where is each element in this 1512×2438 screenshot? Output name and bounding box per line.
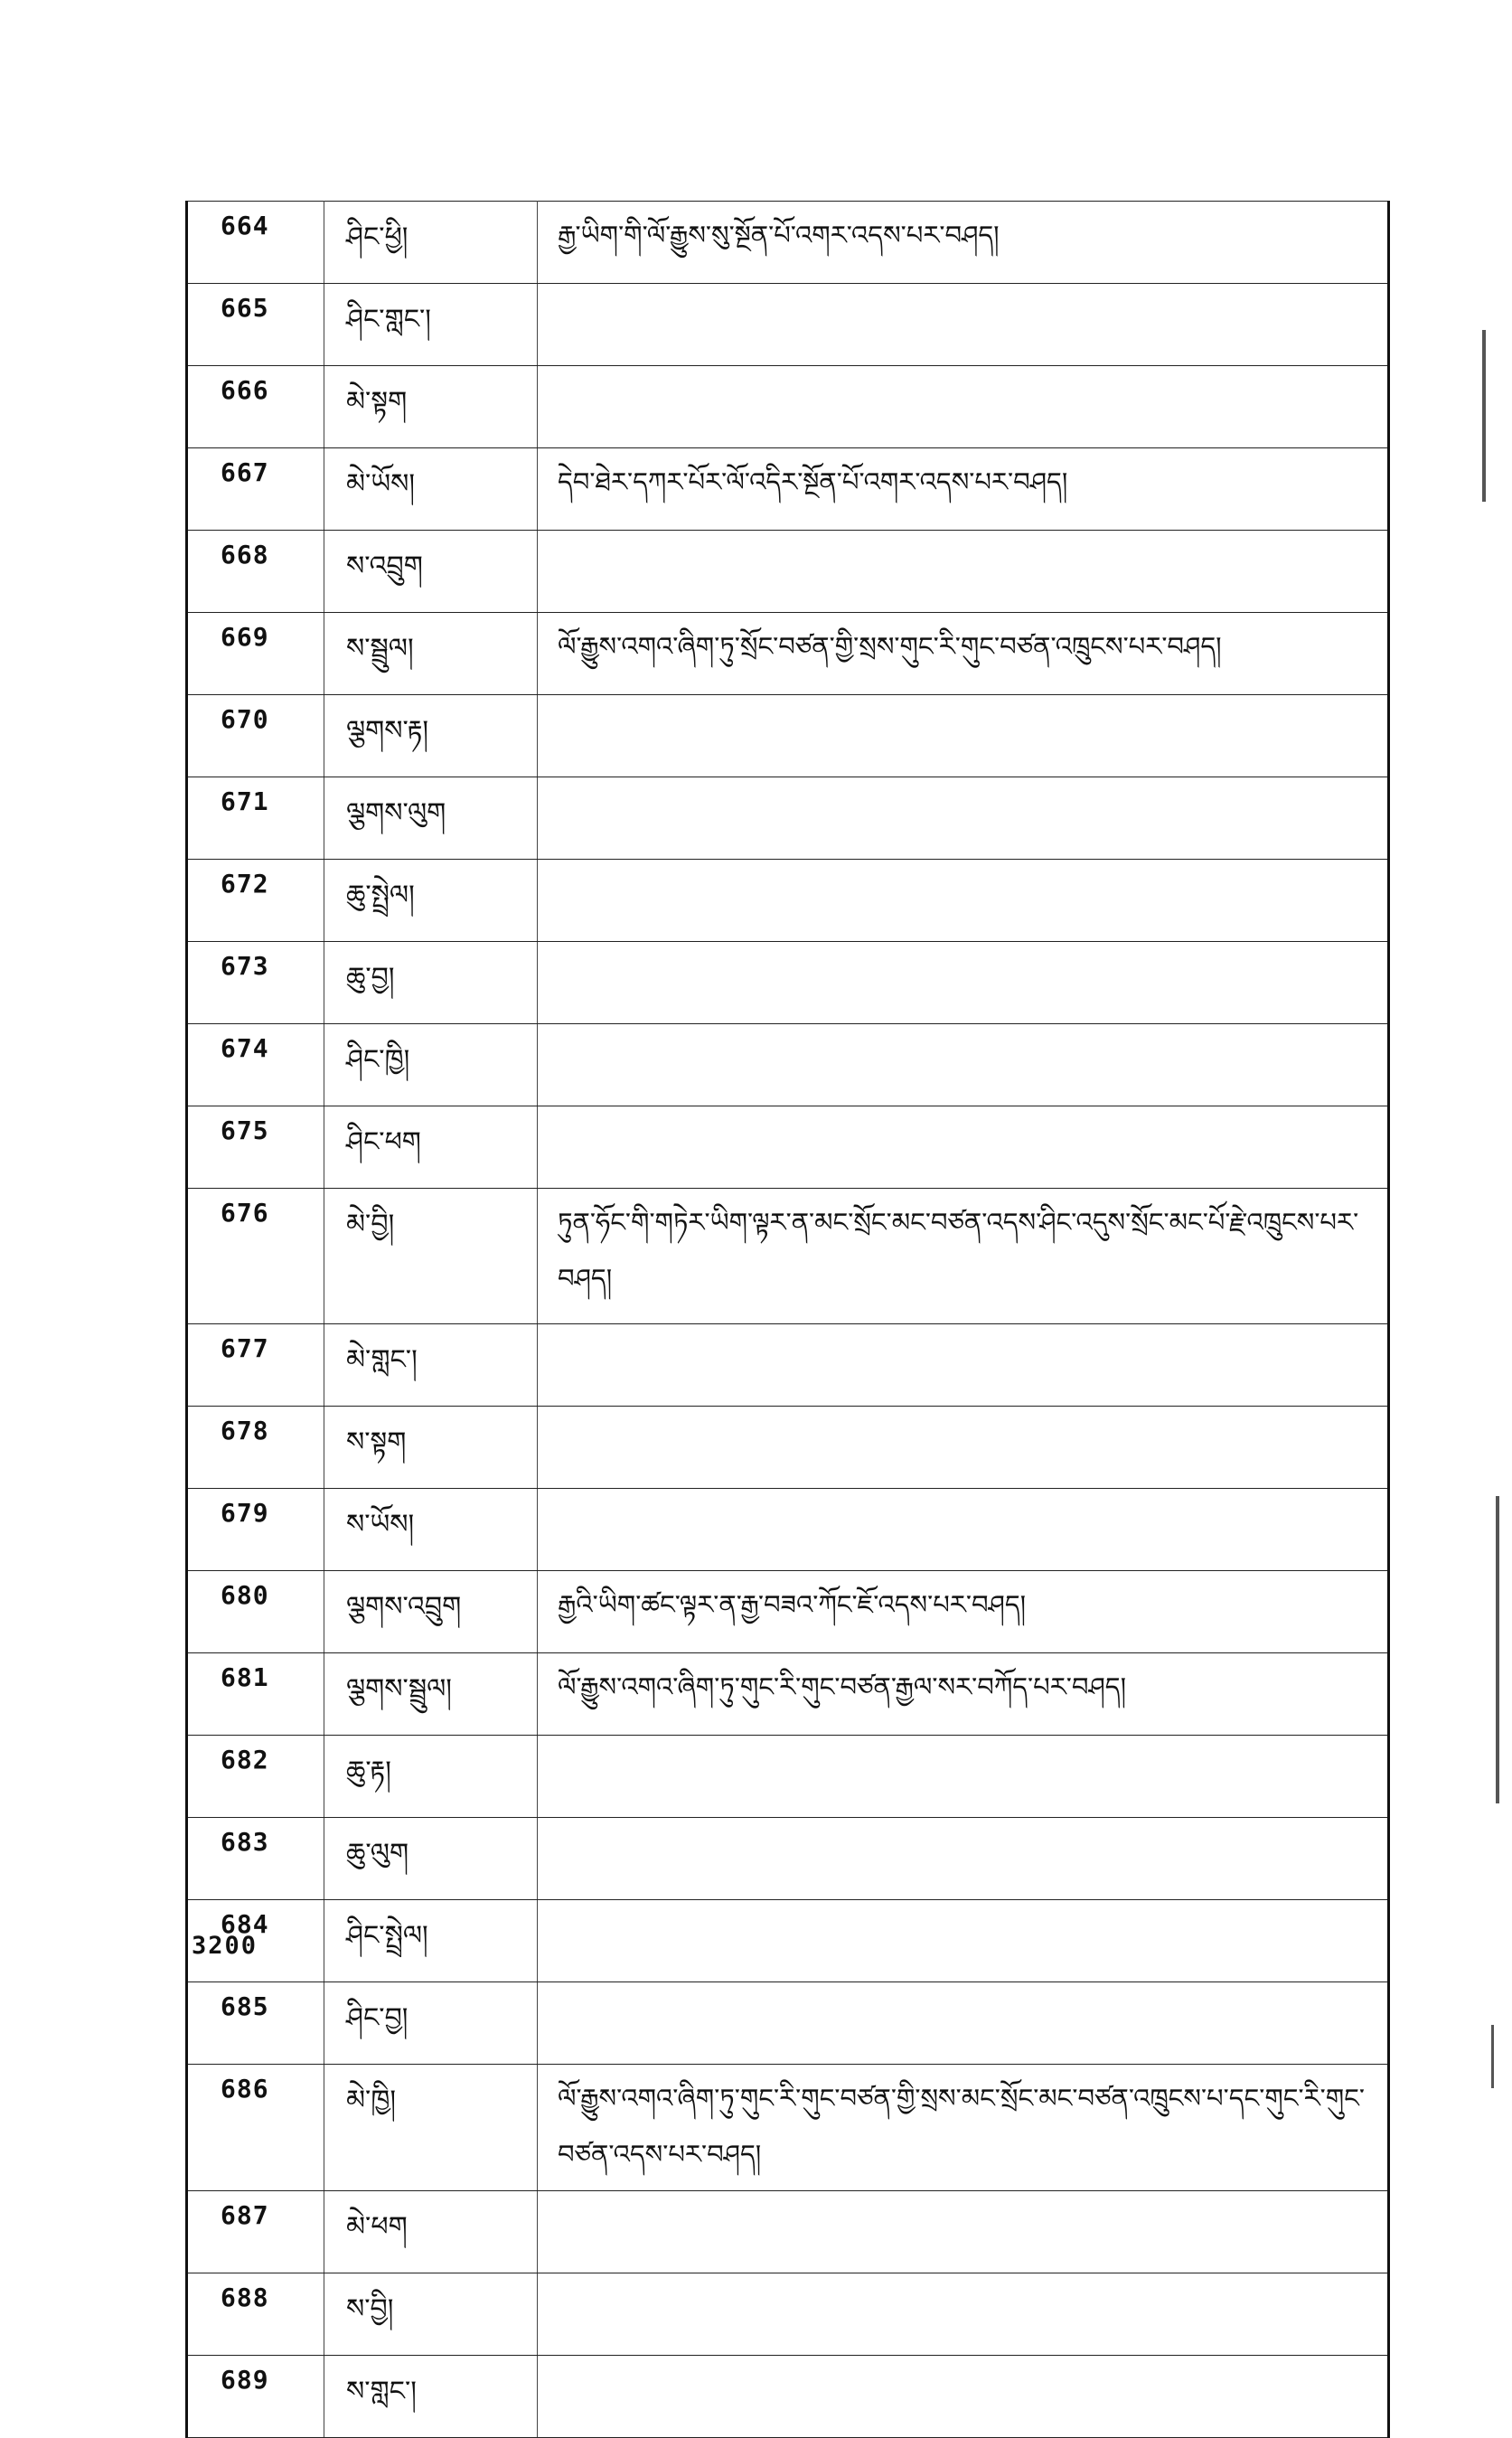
year-number: 667 [221, 457, 269, 487]
year-number-cell [187, 284, 324, 366]
page-number: 3200 [192, 1932, 258, 1960]
year-name: ཤིང་ཕག [346, 1126, 421, 1158]
table-row [187, 2065, 1389, 2191]
table-row [187, 531, 1389, 613]
year-number: 673 [221, 951, 269, 981]
event-text: ལོ་རྒྱུས་འགའ་ཞིག་ཏུ་གུང་རི་གུང་བཙན་གྱི་སྲས་མང་སྲོང་མང་བཙན་འཁྲུངས་པ་དང་གུང་རི་གུང་བཙན་འདས་པར་བཤད། [558, 2083, 1365, 2170]
event-cell [538, 1982, 1389, 2065]
year-number: 677 [221, 1333, 269, 1363]
year-number-cell [187, 860, 324, 942]
year-name-cell [324, 2191, 538, 2273]
event-text [538, 860, 1387, 865]
event-text [538, 1489, 1387, 1494]
table-body [187, 202, 1389, 2438]
year-number: 665 [221, 293, 269, 323]
event-text: དེབ་ཐེར་དཀར་པོར་ལོ་འདིར་སྔོན་པོ་འགར་འདས་པར་བཤད། [558, 466, 1068, 497]
year-name: མེ་བྱི། [346, 1209, 395, 1240]
event-cell [538, 1571, 1389, 1653]
year-name: མེ་ཁྱི། [346, 2085, 397, 2116]
event-text [538, 2356, 1387, 2361]
table-row [187, 284, 1389, 366]
year-number: 676 [221, 1198, 269, 1228]
event-text [538, 2273, 1387, 2279]
year-number-cell [187, 448, 324, 531]
year-name-cell [324, 202, 538, 284]
year-number-cell [187, 695, 324, 777]
year-name: ཤིང་ཁྱི། [346, 1044, 410, 1076]
year-number: 675 [221, 1115, 269, 1145]
table-row [187, 448, 1389, 531]
year-name-cell [324, 777, 538, 860]
table-row [187, 1571, 1389, 1653]
year-number: 678 [221, 1416, 269, 1445]
event-text [538, 942, 1387, 947]
year-number-cell [187, 2273, 324, 2356]
event-cell [538, 1653, 1389, 1736]
event-text [538, 2191, 1387, 2197]
year-name-cell [324, 1818, 538, 1900]
margin-mark [1482, 330, 1486, 502]
year-number-cell [187, 1982, 324, 2065]
year-name-cell [324, 1324, 538, 1407]
year-number-cell [187, 1653, 324, 1736]
year-name-cell [324, 448, 538, 531]
event-cell [538, 2065, 1389, 2191]
year-name-cell [324, 1489, 538, 1571]
year-name-cell [324, 366, 538, 448]
event-cell [538, 1818, 1389, 1900]
event-text [538, 1407, 1387, 1412]
table-row [187, 777, 1389, 860]
table-row [187, 1653, 1389, 1736]
year-name-cell [324, 531, 538, 613]
year-name-cell [324, 695, 538, 777]
year-number: 666 [221, 375, 269, 405]
event-cell [538, 2356, 1389, 2438]
event-cell [538, 777, 1389, 860]
table-row [187, 1818, 1389, 1900]
table-row [187, 613, 1389, 695]
event-text [538, 1818, 1387, 1823]
event-cell [538, 1407, 1389, 1489]
year-name-cell [324, 942, 538, 1024]
year-number-cell [187, 1106, 324, 1189]
event-text [538, 366, 1387, 372]
margin-mark [1491, 2025, 1494, 2088]
year-number-cell [187, 613, 324, 695]
year-name-cell [324, 1736, 538, 1818]
year-name-cell [324, 2065, 538, 2191]
table-row [187, 1736, 1389, 1818]
table-row [187, 695, 1389, 777]
year-name-cell [324, 1189, 538, 1324]
year-number-cell [187, 942, 324, 1024]
event-text: ཏུན་ཧོང་གི་གཏེར་ཡིག་ལྟར་ན་མང་སྲོང་མང་བཙན་འདས་ཤིང་འདུས་སྲོང་མང་པོ་རྗེ་འཁྲུངས་པར་བཤད། [558, 1207, 1359, 1294]
event-cell [538, 1024, 1389, 1106]
year-name: ཤིང་བྱ། [346, 2002, 409, 2034]
year-name: ས་སྦྲུལ། [346, 633, 414, 664]
year-number-cell [187, 1736, 324, 1818]
year-name: ཤིང་སྤྲེལ། [346, 1920, 428, 1952]
year-name-cell [324, 1982, 538, 2065]
event-text [538, 531, 1387, 536]
event-text: ལོ་རྒྱུས་འགའ་ཞིག་ཏུ་སྲོང་བཙན་གྱི་སྲས་གུང་རི་གུང་བཙན་འཁྲུངས་པར་བཤད། [558, 631, 1222, 662]
event-text: རྒྱའི་ཡིག་ཚང་ལྟར་ན་རྒྱ་བཟའ་ཀོང་ཇོ་འདས་པར་བཤད། [558, 1589, 1027, 1620]
table-row [187, 942, 1389, 1024]
year-name-cell [324, 1571, 538, 1653]
year-name-cell [324, 1900, 538, 1982]
event-text [538, 1900, 1387, 1906]
year-name: ལྕགས་སྦྲུལ། [346, 1673, 452, 1705]
year-name: ས་སྟག [346, 1426, 407, 1458]
year-number: 681 [221, 1662, 269, 1692]
year-number: 688 [221, 2283, 269, 2312]
year-name: ལྕགས་ལུག [346, 797, 446, 829]
year-number: 687 [221, 2200, 269, 2230]
event-text [538, 1106, 1387, 1112]
event-text [538, 777, 1387, 783]
table-row [187, 1024, 1389, 1106]
event-cell [538, 2273, 1389, 2356]
table-row [187, 1189, 1389, 1324]
year-number-cell [187, 2356, 324, 2438]
event-cell [538, 2191, 1389, 2273]
event-cell [538, 448, 1389, 531]
year-number-cell [187, 777, 324, 860]
year-number-cell [187, 2065, 324, 2191]
year-name: ས་ཡོས། [346, 1509, 415, 1540]
year-number: 664 [221, 211, 269, 240]
year-name-cell [324, 860, 538, 942]
year-number: 679 [221, 1498, 269, 1528]
year-name-cell [324, 2273, 538, 2356]
year-number: 671 [221, 786, 269, 816]
table-row [187, 1106, 1389, 1189]
event-text [538, 1024, 1387, 1030]
year-number-cell [187, 202, 324, 284]
table-row [187, 1489, 1389, 1571]
year-number: 670 [221, 704, 269, 734]
year-number: 684 [221, 1909, 269, 1939]
event-text: རྒྱ་ཡིག་གི་ལོ་རྒྱུས་སུ་སྔོན་པོ་འགར་འདས་པར་བཤད། [558, 220, 1000, 250]
year-number-cell [187, 1818, 324, 1900]
year-number-cell [187, 1024, 324, 1106]
table-row [187, 1324, 1389, 1407]
event-text: ལོ་རྒྱུས་འགའ་ཞིག་ཏུ་གུང་རི་གུང་བཙན་རྒྱལ་སར་བཀོད་པར་བཤད། [558, 1671, 1127, 1702]
event-cell [538, 1324, 1389, 1407]
year-name: མེ་སྟག [346, 386, 408, 418]
table-row [187, 1900, 1389, 1982]
event-cell [538, 695, 1389, 777]
event-cell [538, 1900, 1389, 1982]
year-name: ས་འབྲུག [346, 551, 423, 582]
year-name: མེ་ཡོས། [346, 468, 416, 500]
year-number: 668 [221, 540, 269, 569]
year-number-cell [187, 1571, 324, 1653]
year-number: 685 [221, 1991, 269, 2021]
year-name-cell [324, 613, 538, 695]
year-number-cell [187, 2191, 324, 2273]
event-cell [538, 202, 1389, 284]
event-cell [538, 1489, 1389, 1571]
year-name: ལྕགས་རྟ། [346, 715, 429, 747]
year-number: 680 [221, 1580, 269, 1610]
event-cell [538, 284, 1389, 366]
year-name: ཤིང་ཕྱི། [346, 221, 409, 253]
year-name-cell [324, 2356, 538, 2438]
year-number: 674 [221, 1033, 269, 1063]
year-name: ཆུ་རྟ། [346, 1756, 391, 1787]
event-text [538, 695, 1387, 701]
event-text [538, 1982, 1387, 1988]
year-name: ཆུ་སྤྲེལ། [346, 880, 415, 911]
year-number-cell [187, 1489, 324, 1571]
event-cell [538, 1189, 1389, 1324]
year-number: 686 [221, 2074, 269, 2104]
year-name: ཤིང་གླང་། [346, 304, 431, 335]
event-cell [538, 531, 1389, 613]
table-row [187, 2273, 1389, 2356]
year-name: མེ་ཕག [346, 2211, 408, 2243]
table-row [187, 202, 1389, 284]
year-number-cell [187, 1189, 324, 1324]
year-number: 669 [221, 622, 269, 652]
table-row [187, 1407, 1389, 1489]
year-name: ས་གླང་། [346, 2376, 417, 2407]
year-name-cell [324, 1106, 538, 1189]
year-name: ཆུ་བྱ། [346, 962, 395, 993]
year-number: 672 [221, 869, 269, 899]
table-row [187, 2191, 1389, 2273]
year-name-cell [324, 1407, 538, 1489]
event-cell [538, 1106, 1389, 1189]
event-text [538, 284, 1387, 289]
margin-mark [1496, 1496, 1499, 1803]
event-cell [538, 366, 1389, 448]
event-text [538, 1736, 1387, 1741]
year-number: 682 [221, 1745, 269, 1774]
year-number-cell [187, 531, 324, 613]
chronology-table [185, 201, 1390, 2438]
table-row [187, 1982, 1389, 2065]
year-name: ཆུ་ལུག [346, 1838, 409, 1869]
year-number: 683 [221, 1827, 269, 1857]
event-cell [538, 860, 1389, 942]
event-cell [538, 613, 1389, 695]
event-cell [538, 942, 1389, 1024]
year-number-cell [187, 1407, 324, 1489]
event-cell [538, 1736, 1389, 1818]
year-name: མེ་གླང་། [346, 1344, 418, 1376]
year-number: 689 [221, 2365, 269, 2395]
table-row [187, 366, 1389, 448]
table-row [187, 2356, 1389, 2438]
year-name: ས་བྱི། [346, 2293, 394, 2325]
year-name-cell [324, 284, 538, 366]
year-name: ལྕགས་འབྲུག [346, 1591, 462, 1623]
year-name-cell [324, 1024, 538, 1106]
year-name-cell [324, 1653, 538, 1736]
event-text [538, 1324, 1387, 1330]
year-number-cell [187, 366, 324, 448]
year-number-cell [187, 1324, 324, 1407]
table-row [187, 860, 1389, 942]
